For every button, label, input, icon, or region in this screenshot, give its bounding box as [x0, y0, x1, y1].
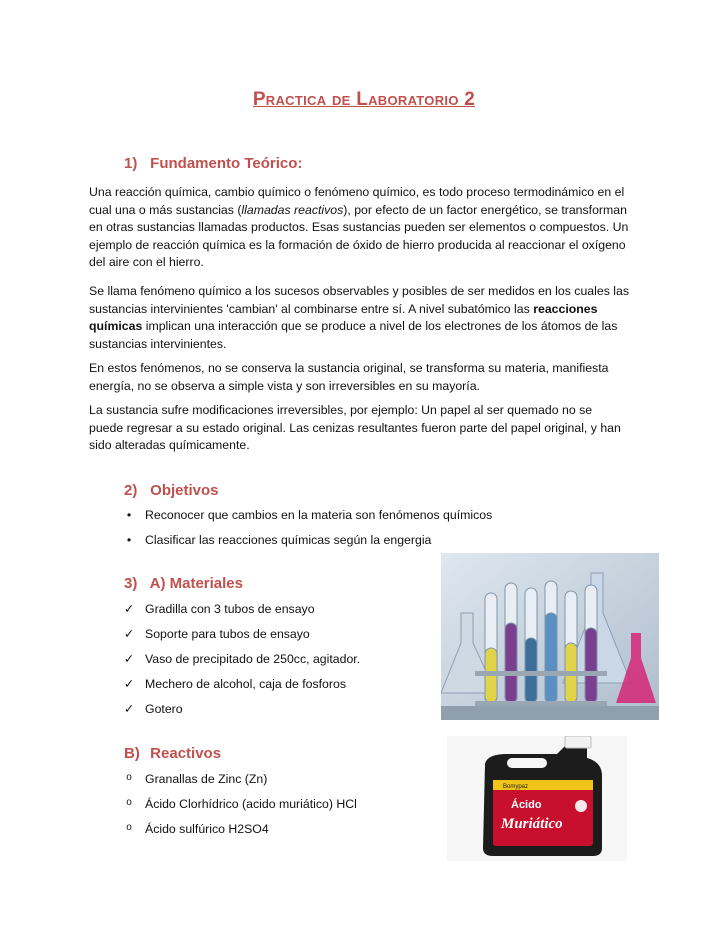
- text-run: Una reacción química, cambio químico o fenómeno químico, es todo proceso termodinámico en el cual una o más sustancias (: [89, 185, 625, 217]
- checkmark-icon: ✓: [123, 677, 135, 691]
- list-item-text: Granallas de Zinc (Zn): [145, 772, 268, 786]
- circle-bullet-icon: o: [126, 772, 132, 783]
- bottle-icon: [447, 736, 627, 861]
- text-run: ), por efecto de un factor energético, se transforman en otras sustancias llamadas productos. Esas sustancias pueden ser elementos o compuestos. Un ejemplo de reacción química es la formación de óxido de hierro producida al reaccionar el oxígeno del aire con el hierro.: [89, 202, 629, 269]
- list-item-text: Gradilla con 3 tubos de ensayo: [145, 602, 315, 616]
- section-number: 3): [124, 575, 138, 592]
- paragraph-3: En estos fenómenos, no se conserva la sustancia original, se transforma su materia, manifiesta energía, no se observa a simple vista y son irreversibles en su mayoría.: [89, 361, 609, 393]
- bold-run: reacciones químicas: [89, 301, 598, 333]
- list-item: [118, 772, 357, 797]
- list-item-text: Ácido Clorhídrico (acido muriático) HCl: [145, 797, 357, 811]
- list-item-text: Clasificar las reacciones químicas según la engergia: [145, 533, 432, 547]
- section-title: Reactivos: [150, 745, 222, 762]
- list-item: [118, 797, 357, 822]
- bottle-label-line-1: Ácido: [511, 799, 542, 811]
- bottle-label-line-2: Muriático: [501, 816, 563, 832]
- page-title: Practica de Laboratorio 2: [252, 89, 476, 110]
- checkmark-icon: ✓: [123, 602, 135, 616]
- list-item: [118, 602, 360, 627]
- test-tubes-photo: [441, 553, 659, 720]
- list-item-text: Ácido sulfúrico H2SO4: [145, 822, 269, 836]
- section-heading-objetivos: [124, 482, 219, 499]
- bottle-label-top: Bomypaz: [503, 784, 529, 790]
- list-item-text: Soporte para tubos de ensayo: [145, 627, 310, 641]
- test-tubes-icon: [441, 553, 659, 720]
- checkmark-icon: ✓: [123, 652, 135, 666]
- list-item-text: Vaso de precipitado de 250cc, agitador.: [145, 652, 361, 666]
- paragraph-4: La sustancia sufre modificaciones irreversibles, por ejemplo: Un papel al ser quemado no se puede regresar a su estado original. Las cenizas resultantes fueron parte del papel original, y han sido alteradas químicamente.: [89, 403, 621, 452]
- circle-bullet-icon: o: [126, 822, 132, 833]
- section-title: Fundamento Teórico:: [150, 155, 303, 172]
- list-item: [118, 533, 492, 558]
- list-item: [118, 508, 492, 533]
- bullet-icon: •: [126, 508, 132, 522]
- list-item: [118, 702, 360, 727]
- section-number: 1): [124, 155, 138, 172]
- circle-bullet-icon: o: [126, 797, 132, 808]
- paragraph-1: [89, 184, 629, 272]
- section-heading-materiales: [124, 575, 243, 592]
- section-number: 2): [124, 482, 138, 499]
- section-heading-reactivos: [124, 745, 221, 762]
- paragraph-2: [89, 283, 629, 353]
- checkmark-icon: ✓: [123, 627, 135, 641]
- objetivos-list: [118, 508, 492, 558]
- list-item-text: Gotero: [145, 702, 183, 716]
- muriatic-acid-bottle-photo: [447, 736, 627, 861]
- checkmark-icon: ✓: [123, 702, 135, 716]
- section-title: Objetivos: [150, 482, 219, 499]
- bullet-icon: •: [126, 533, 132, 547]
- section-title: A) Materiales: [149, 575, 243, 592]
- section-heading-fundamento: [124, 155, 302, 172]
- list-item: [118, 627, 360, 652]
- list-item: [118, 822, 357, 847]
- list-item: [118, 677, 360, 702]
- text-run: Se llama fenómeno químico a los sucesos observables y posibles de ser medidos en los cuales las sustancias intervinientes 'cambian' al combinarse entre sí. A nivel subatómico las: [89, 284, 629, 316]
- materiales-list: [118, 602, 360, 727]
- list-item: [118, 652, 360, 677]
- reactivos-list: [118, 772, 357, 847]
- list-item-text: Reconocer que cambios en la materia son fenómenos químicos: [145, 508, 493, 522]
- text-run: implican una interacción que se produce a nivel de los electrones de los átomos de las sustancias intervinientes.: [89, 319, 618, 351]
- list-item-text: Mechero de alcohol, caja de fosforos: [145, 677, 346, 691]
- section-number: B): [124, 745, 140, 762]
- italic-run: llamadas reactivos: [241, 202, 344, 217]
